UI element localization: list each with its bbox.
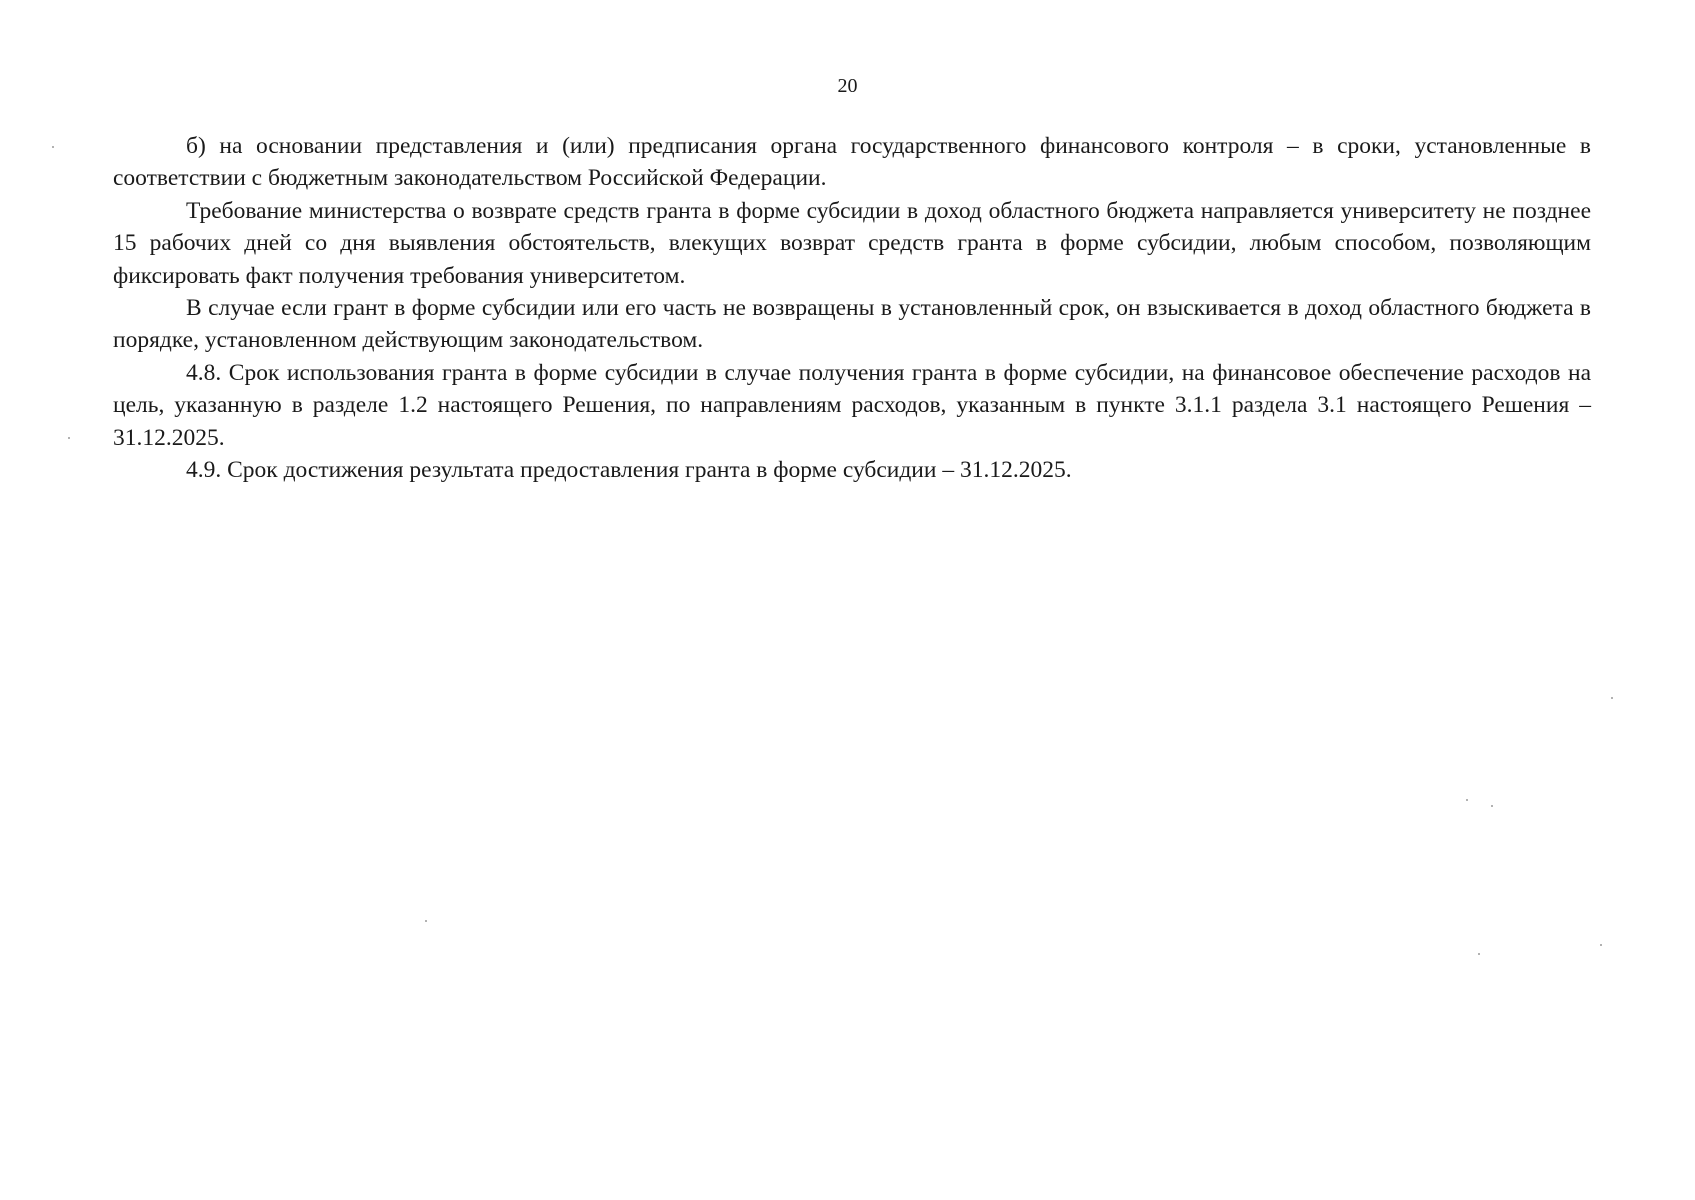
scan-speck bbox=[1491, 805, 1493, 807]
paragraph-return-grounds: б) на основании представления и (или) предписания органа государственного финансового контроля – в сроки, установленные в соответствии с бюджетным законодательством Российской Федерации. bbox=[113, 133, 1591, 192]
scan-speck bbox=[1600, 944, 1602, 946]
scan-speck bbox=[68, 437, 70, 439]
paragraph-4-8-usage-term: 4.8. Срок использования гранта в форме субсидии в случае получения гранта в форме субсидии, на финансовое обеспечение расходов на цель, указанную в разделе 1.2 настоящего Решения, по направлениям расходов, указанным в пункте 3.1.1 раздела 3.1 настоящего Решения – 31.12.2025. bbox=[113, 359, 1591, 451]
paragraph-4-9-result-term: 4.9. Срок достижения результата предоставления гранта в форме субсидии – 31.12.2025. bbox=[186, 457, 1072, 484]
scan-speck bbox=[1466, 799, 1468, 801]
page-number: 20 bbox=[837, 75, 858, 97]
document-body bbox=[113, 130, 1591, 486]
paragraph-ministry-requirement: Требование министерства о возврате средств гранта в форме субсидии в доход областного бюджета направляется университету не позднее 15 рабочих дней со дня выявления обстоятельств, влекущих возврат средств гранта в форме субсидии, любым способом, позволяющим фиксировать факт получения требования университетом. bbox=[113, 197, 1591, 289]
paragraph-recovery: В случае если грант в форме субсидии или его часть не возвращены в установленный срок, он взыскивается в доход областного бюджета в порядке, установленном действующим законодательством. bbox=[113, 295, 1591, 354]
scan-speck bbox=[1611, 697, 1613, 699]
scan-speck bbox=[52, 146, 54, 148]
scan-speck bbox=[425, 920, 427, 922]
scan-speck bbox=[1478, 953, 1480, 955]
